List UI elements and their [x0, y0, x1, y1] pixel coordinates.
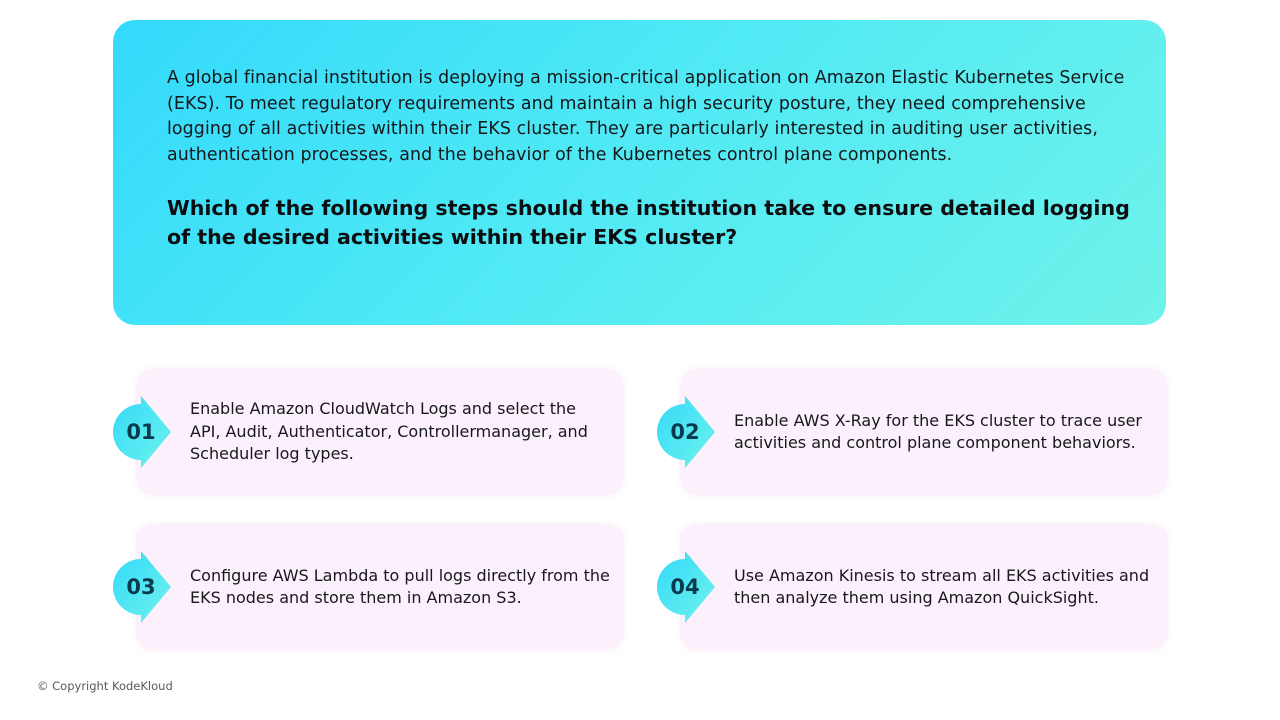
option-text: Configure AWS Lambda to pull logs directly from the EKS nodes and store them in Amazon S3.	[190, 565, 610, 607]
option-number: 01	[126, 420, 156, 444]
scenario-text: A global financial institution is deploying a mission-critical application on Amazon Elastic Kubernetes Service (EKS). To meet regulatory requirements and maintain a high security posture, they need comprehensive logging of all activities within their EKS cluster. They are particularly interested in auditing user activities, authentication processes, and the behavior of the Kubernetes control plane components.	[167, 68, 1125, 165]
option-01[interactable]	[126, 370, 623, 494]
option-number-badge	[657, 551, 717, 623]
question-text: Which of the following steps should the institution take to ensure detailed logging of the desired activities within their EKS cluster?	[167, 196, 1130, 250]
copyright-footer: © Copyright KodeKloud	[37, 679, 173, 693]
option-03[interactable]	[126, 525, 623, 649]
option-number-badge	[113, 551, 173, 623]
option-text: Enable AWS X-Ray for the EKS cluster to trace user activities and control plane component behaviors.	[734, 410, 1142, 452]
option-number-badge	[657, 396, 717, 468]
option-number: 03	[126, 575, 156, 599]
option-04[interactable]	[670, 525, 1167, 649]
option-02[interactable]	[670, 370, 1167, 494]
option-number-badge	[113, 396, 173, 468]
question-card	[113, 20, 1166, 325]
option-text: Use Amazon Kinesis to stream all EKS activities and then analyze them using Amazon QuickSight.	[734, 565, 1150, 607]
option-text: Enable Amazon CloudWatch Logs and select the API, Audit, Authenticator, Controllermanager, and Scheduler log types.	[190, 399, 588, 464]
option-number: 04	[670, 575, 700, 599]
option-number: 02	[670, 420, 700, 444]
